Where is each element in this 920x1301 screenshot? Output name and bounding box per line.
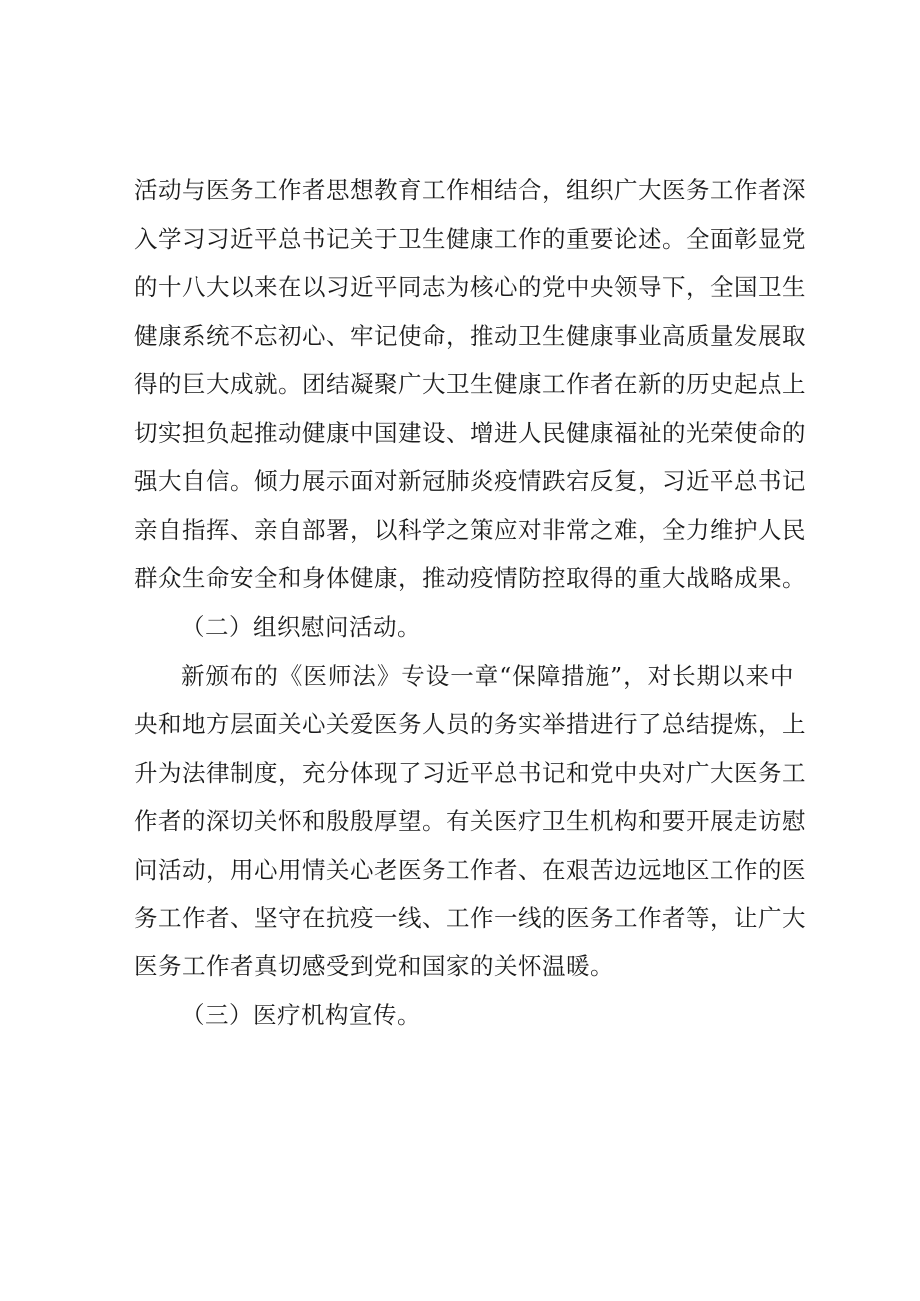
paragraph-line: 得的巨大成就。团结凝聚广大卫生健康工作者在新的历史起点上 [134, 370, 806, 398]
paragraph-line: 的十八大以来在以习近平同志为核心的党中央领导下，全国卫生 [134, 273, 806, 301]
paragraph-line: 切实担负起推动健康中国建设、增进人民健康福祉的光荣使命的 [134, 419, 806, 447]
paragraph-line: 群众生命安全和身体健康，推动疫情防控取得的重大战略成果。 [134, 564, 806, 592]
paragraph-line: 升为法律制度，充分体现了习近平总书记和党中央对广大医务工 [134, 759, 806, 787]
paragraph-line: 央和地方层面关心关爱医务人员的务实举措进行了总结提炼，上 [134, 710, 806, 738]
paragraph-line: 活动与医务工作者思想教育工作相结合，组织广大医务工作者深 [134, 176, 806, 204]
paragraph-line: 问活动，用心用情关心老医务工作者、在艰苦边远地区工作的医 [134, 856, 806, 884]
paragraph-line: 作者的深切关怀和殷殷厚望。有关医疗卫生机构和要开展走访慰 [134, 807, 806, 835]
paragraph-line: 新颁布的《医师法》专设一章“保障措施”，对长期以来中 [181, 662, 794, 690]
paragraph-line: 务工作者、坚守在抗疫一线、工作一线的医务工作者等，让广大 [134, 904, 806, 932]
paragraph-line: 医务工作者真切感受到党和国家的关怀温暖。 [134, 952, 614, 980]
paragraph-line: 亲自指挥、亲自部署，以科学之策应对非常之难，全力维护人民 [134, 516, 806, 544]
paragraph-line: 入学习习近平总书记关于卫生健康工作的重要论述。全面彰显党 [134, 225, 806, 253]
section-heading: （三）医疗机构宣传。 [181, 1001, 421, 1029]
section-heading: （二）组织慰问活动。 [181, 613, 421, 641]
paragraph-line: 强大自信。倾力展示面对新冠肺炎疫情跌宕反复，习近平总书记 [134, 467, 806, 495]
paragraph-line: 健康系统不忘初心、牢记使命，推动卫生健康事业高质量发展取 [134, 322, 806, 350]
